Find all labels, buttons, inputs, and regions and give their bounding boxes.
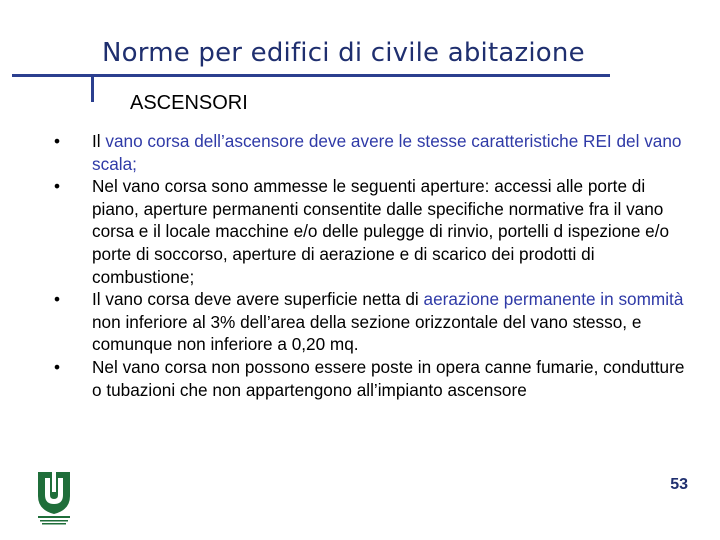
bullet-text: Il vano corsa deve avere superficie netta di [92,289,424,310]
bullet-item [54,356,694,401]
bullet-marker: • [54,131,61,151]
bullet-list [54,130,694,401]
bullet-item [54,130,694,175]
bullet-item [54,175,694,288]
page-number: 53 [670,476,688,493]
bullet-text: Nel vano corsa non possono essere poste in opera canne fumarie, condutture o tubazioni che non appartengono all’impianto ascensore [92,356,685,400]
bullet-item [54,288,694,356]
page-title: Norme per edifici di civile abitazione [102,38,585,68]
bullet-text: Il [92,131,106,151]
title-underline [12,74,610,77]
section-subtitle: ASCENSORI [130,92,248,114]
university-logo-icon [34,470,74,526]
bullet-marker: • [54,289,61,310]
title-vertical-rule [91,74,94,102]
bullet-marker: • [54,356,61,377]
highlighted-text: aerazione permanente in sommità [423,289,684,310]
highlighted-text: vano corsa dell’ascensore deve avere le stesse caratteristiche REI del vano scala; [92,131,682,174]
bullet-text: Nel vano corsa sono ammesse le seguenti aperture: accessi alle porte di piano, aperture permanenti consentite dalle specifiche normative fra il vano corsa e il locale macchine e/o delle pulegge di rinvio, portelli d ispezione e/o porte di soccorso, aperture di aerazione e di scarico dei prodotti di combustione; [92,176,670,287]
bullet-marker: • [54,176,61,197]
bullet-text: non inferiore al 3% dell’area della sezione orizzontale del vano stesso, e comunque non inferiore a 0,20 mq. [92,311,642,355]
